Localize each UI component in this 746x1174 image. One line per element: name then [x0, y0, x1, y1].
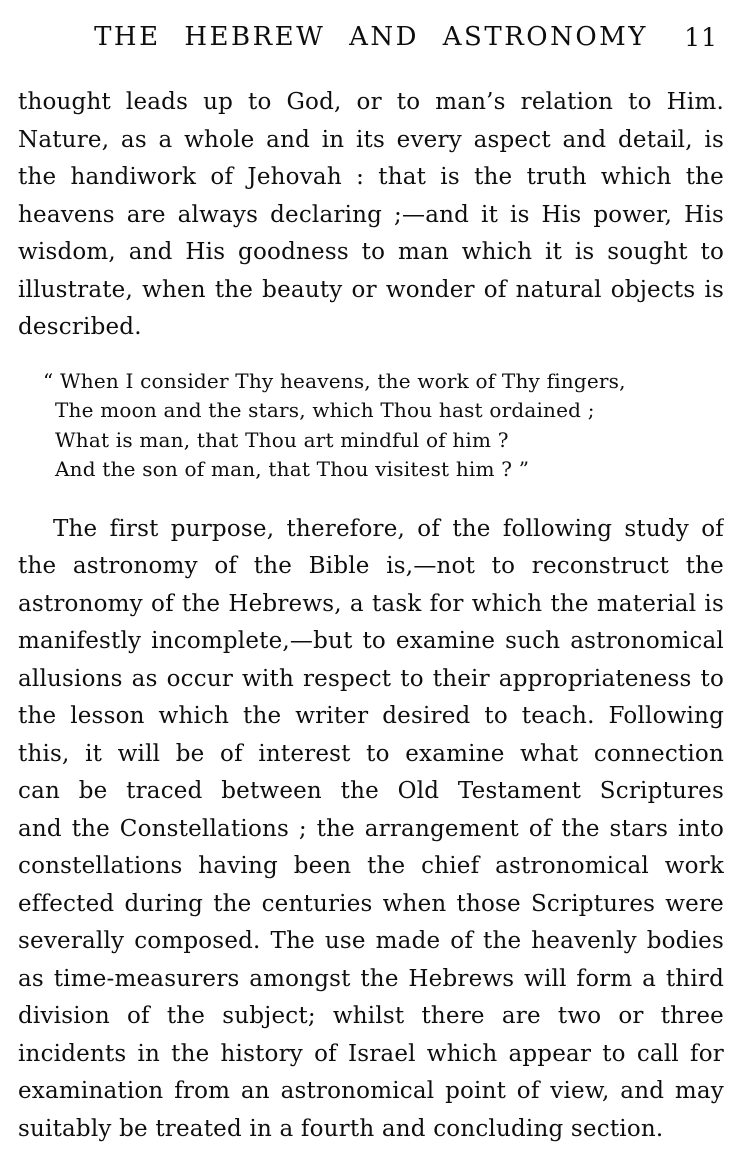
text-line: allusions as occur with respect to their appropriateness to [18, 665, 724, 692]
text-line: as time-measurers amongst the Hebrews will form a third [18, 965, 724, 992]
text-line: wisdom, and His goodness to man which it is sought to [18, 239, 724, 265]
text-line: Nature, as a whole and in its every aspect and detail, is [18, 126, 724, 153]
verse-quote [18, 367, 724, 485]
page-number: 11 [684, 23, 718, 52]
text-line: And the son of man, that Thou visitest him ? ” [55, 457, 530, 481]
text-line: manifestly incomplete,—but to examine such astronomical [18, 628, 724, 654]
text-line: can be traced between the Old Testament Scriptures [18, 778, 724, 804]
text-line: and the Constellations ; the arrangement of the stars into [18, 815, 724, 842]
text-line: heavens are always declaring ;—and it is His power, His [18, 201, 724, 228]
text-line: division of the subject; whilst there are two or three [18, 1003, 724, 1029]
text-line: The first purpose, therefore, of the following study of [53, 515, 724, 542]
page-header [18, 22, 724, 54]
text-line: suitably be treated in a fourth and concluding section. [18, 1115, 664, 1142]
text-line: astronomy of the Hebrews, a task for which the material is [18, 590, 724, 617]
text-line: effected during the centuries when those Scriptures were [18, 890, 724, 917]
text-line: constellations having been the chief astronomical work [18, 853, 724, 879]
text-line: What is man, that Thou art mindful of him ? [55, 427, 509, 452]
text-line: “ When I consider Thy heavens, the work of Thy fingers, [43, 368, 626, 393]
text-line: thought leads up to God, or to man’s relation to Him. [18, 89, 724, 115]
text-line: The moon and the stars, which Thou hast ordained ; [55, 398, 595, 422]
text-line: described. [18, 314, 142, 340]
text-line: incidents in the history of Israel which appear to call for [18, 1040, 724, 1067]
paragraph-2 [18, 511, 724, 1149]
text-line: severally composed. The use made of the heavenly bodies [18, 928, 724, 954]
text-line: the handiwork of Jehovah : that is the truth which the [18, 164, 724, 190]
text-line: this, it will be of interest to examine what connection [18, 740, 724, 767]
running-title: THE HEBREW AND ASTRONOMY [94, 22, 648, 52]
text-line: illustrate, when the beauty or wonder of natural objects is [18, 276, 724, 303]
paragraph-1 [18, 84, 724, 347]
text-line: the astronomy of the Bible is,—not to reconstruct the [18, 553, 724, 579]
page-body [18, 84, 724, 1148]
text-line: examination from an astronomical point of view, and may [18, 1078, 724, 1104]
text-line: the lesson which the writer desired to teach. Following [18, 703, 724, 729]
